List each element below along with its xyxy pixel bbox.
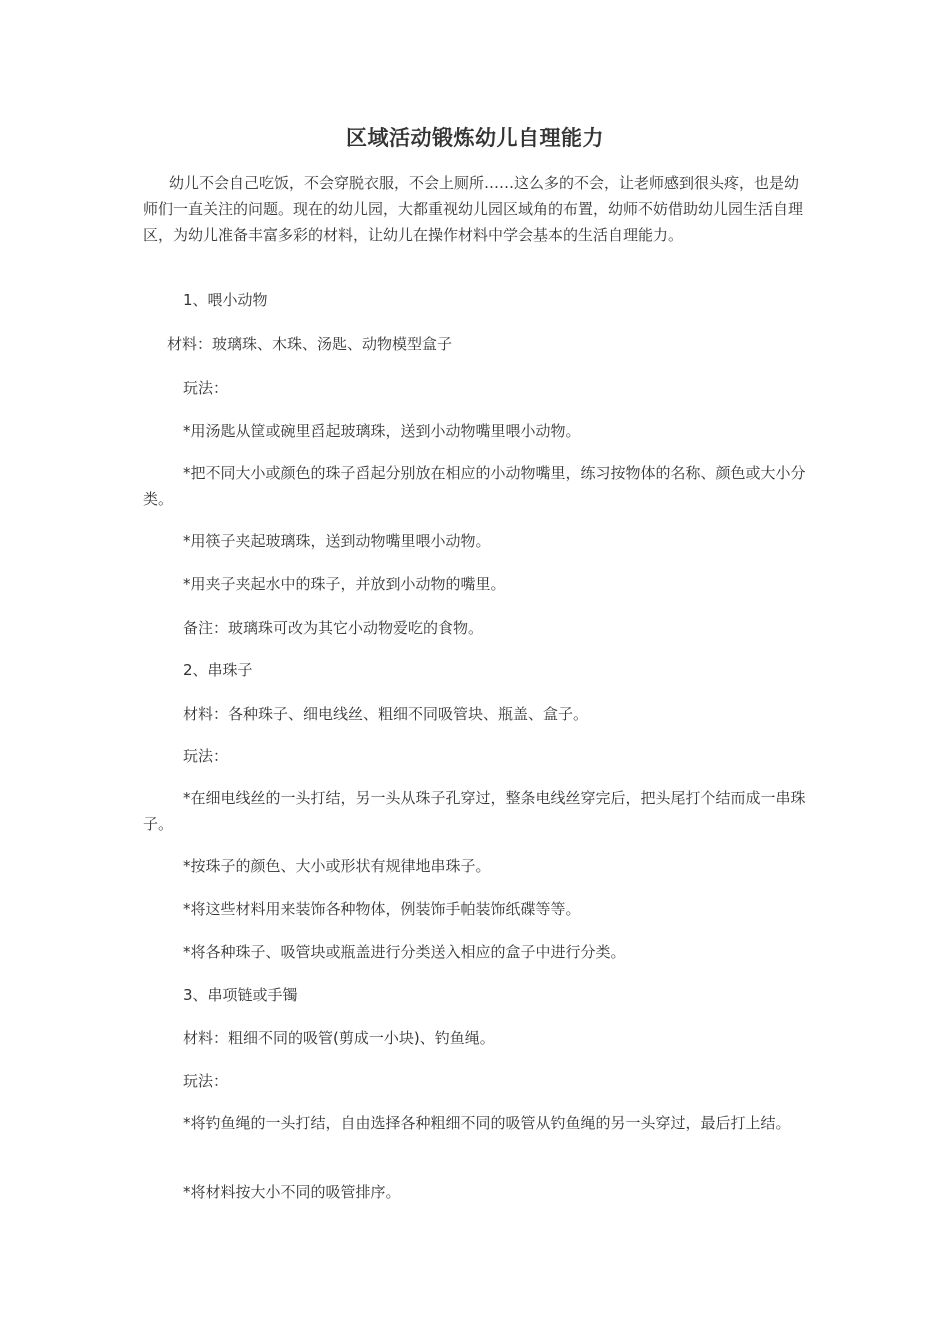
play-item: *将这些材料用来装饰各种物体，例装饰手帕装饰纸碟等等。 (183, 900, 581, 918)
section-heading-3: 3、串项链或手镯 (183, 986, 298, 1004)
document-title: 区域活动锻炼幼儿自理能力 (346, 125, 604, 150)
section-heading-2: 2、串珠子 (183, 661, 253, 679)
play-item: *在细电线丝的一头打结，另一头从珠子孔穿过，整条电线丝穿完后，把头尾打个结而成一串珠子。 (143, 789, 806, 833)
play-item: *用夹子夹起水中的珠子，并放到小动物的嘴里。 (183, 575, 506, 593)
play-item: *把不同大小或颜色的珠子舀起分别放在相应的小动物嘴里，练习按物体的名称、颜色或大小分类。 (143, 464, 806, 508)
section-heading-1: 1、喂小动物 (183, 291, 268, 309)
intro-paragraph: 幼儿不会自己吃饭，不会穿脱衣服，不会上厕所……这么多的不会，让老师感到很头疼，也是幼师们一直关注的问题。现在的幼儿园，大都重视幼儿园区域角的布置，幼师不妨借助幼儿园生活自理区，为幼儿准备丰富多彩的材料，让幼儿在操作材料中学会基本的生活自理能力。 (143, 174, 804, 244)
materials-line: 材料：玻璃珠、木珠、汤匙、动物模型盒子 (167, 335, 453, 353)
materials-line: 材料：各种珠子、细电线丝、粗细不同吸管块、瓶盖、盒子。 (183, 705, 589, 723)
play-item: *用筷子夹起玻璃珠，送到动物嘴里喂小动物。 (183, 532, 491, 550)
play-label: 玩法： (183, 1072, 229, 1090)
play-item: *将钓鱼绳的一头打结，自由选择各种粗细不同的吸管从钓鱼绳的另一头穿过，最后打上结。 (183, 1114, 791, 1132)
play-label: 玩法： (183, 747, 229, 765)
note-line: 备注：玻璃珠可改为其它小动物爱吃的食物。 (183, 619, 484, 637)
play-label: 玩法： (183, 379, 229, 397)
play-item: *按珠子的颜色、大小或形状有规律地串珠子。 (183, 857, 491, 875)
play-item: *用汤匙从筐或碗里舀起玻璃珠，送到小动物嘴里喂小动物。 (183, 422, 581, 440)
play-item: *将材料按大小不同的吸管排序。 (183, 1183, 401, 1201)
materials-line: 材料：粗细不同的吸管(剪成一小块)、钓鱼绳。 (183, 1029, 495, 1047)
play-item: *将各种珠子、吸管块或瓶盖进行分类送入相应的盒子中进行分类。 (183, 943, 626, 961)
